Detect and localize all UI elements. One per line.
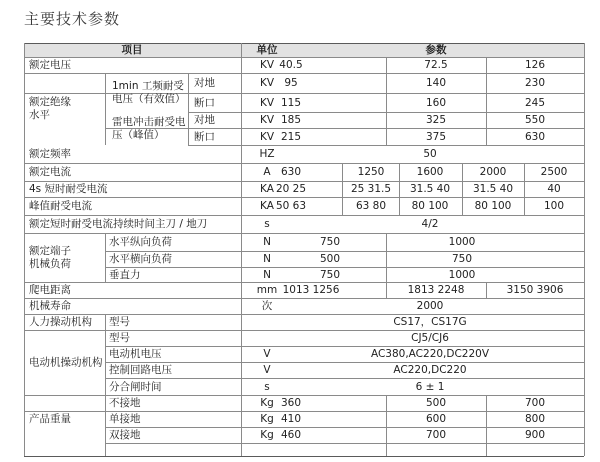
grid-line — [24, 456, 584, 457]
peak-current-value: 63 80 — [355, 199, 387, 212]
grid-line — [105, 73, 106, 145]
cell-shading — [24, 43, 584, 57]
grid-line — [486, 57, 487, 145]
weight-value: 800 — [524, 412, 546, 425]
peak-current-unit: KA — [260, 199, 274, 212]
weight-value: 410 — [280, 412, 302, 425]
rated-current-label: 额定电流 — [29, 165, 71, 178]
motor-mech-value: 6 ± 1 — [415, 380, 445, 393]
rated-voltage-value: 40.5 — [279, 58, 303, 71]
insulation-value: 630 — [524, 130, 546, 143]
terminal-load-label: 垂直力 — [109, 268, 141, 281]
terminal-load-unit: N — [263, 268, 271, 281]
terminal-load-value: 750 — [451, 252, 473, 265]
mechanical-life-label: 机械寿命 — [29, 299, 71, 312]
insulation-unit: KV — [259, 76, 275, 89]
motor-mech-unit: V — [263, 347, 271, 360]
short-time-current-label: 4s 短时耐受电流 — [29, 182, 108, 195]
rated-current-value: 630 — [280, 165, 302, 178]
weight-value: 500 — [425, 396, 447, 409]
grid-line — [486, 282, 487, 298]
terminal-load-unit: N — [263, 235, 271, 248]
grid-line — [105, 427, 584, 428]
creepage-unit: mm — [256, 283, 278, 296]
terminal-load-value: 1000 — [448, 235, 476, 248]
grid-line — [342, 163, 343, 215]
rated-voltage-label: 额定电压 — [29, 58, 71, 71]
short-time-current-value: 31.5 40 — [472, 182, 514, 195]
creepage-value: 3150 3906 — [506, 283, 564, 296]
grid-line — [486, 395, 487, 456]
lightning-impulse-label: 雷电冲击耐受电压（峰值） — [112, 115, 186, 141]
weight-value: 700 — [524, 396, 546, 409]
grid-line — [24, 330, 584, 331]
grid-line — [24, 57, 584, 58]
weight-group-label: 产品重量 — [29, 412, 71, 425]
grid-line — [24, 163, 584, 164]
motor-mech-label: 分合闸时间 — [109, 380, 162, 393]
header-unit: 单位 — [256, 43, 278, 56]
grid-line — [105, 443, 584, 444]
insulation-value: 325 — [425, 113, 447, 126]
short-time-duration-value: 4/2 — [421, 217, 439, 230]
grid-line — [105, 395, 106, 456]
motor-mech-group-label: 电动机操动机构 — [29, 355, 103, 368]
short-time-duration-unit: s — [264, 217, 270, 230]
weight-label: 双接地 — [109, 428, 141, 441]
manual-mech-label: 人力操动机构 — [29, 315, 92, 328]
grid-line — [24, 395, 584, 396]
short-time-current-value: 40 — [547, 182, 561, 195]
rated-current-value: 2500 — [540, 165, 568, 178]
rated-frequency-label: 额定频率 — [29, 147, 71, 160]
rated-voltage-value: 126 — [524, 58, 546, 71]
insulation-group-label: 额定绝缘水平 — [29, 95, 71, 121]
grid-line — [105, 330, 106, 395]
short-time-current-value: 20 25 — [275, 182, 307, 195]
insulation-value: 115 — [280, 96, 302, 109]
peak-current-value: 80 100 — [474, 199, 512, 212]
grid-line — [105, 251, 584, 252]
grid-line — [24, 73, 584, 74]
motor-mech-unit: s — [264, 380, 270, 393]
insulation-value: 95 — [284, 76, 298, 89]
spec-table — [24, 43, 584, 456]
power-frequency-label: 1min 工频耐受电压（有效值） — [112, 79, 186, 105]
weight-value: 360 — [280, 396, 302, 409]
grid-line — [105, 378, 584, 379]
grid-line — [24, 215, 584, 216]
grid-line — [24, 43, 25, 456]
peak-current-value: 80 100 — [411, 199, 449, 212]
motor-mech-unit: V — [263, 363, 271, 376]
mechanical-life-unit: 次 — [261, 299, 273, 312]
peak-current-value: 50 63 — [275, 199, 307, 212]
rated-voltage-value: 72.5 — [424, 58, 448, 71]
insulation-unit: KV — [259, 96, 275, 109]
rated-current-value: 2000 — [479, 165, 507, 178]
insulation-value: 215 — [280, 130, 302, 143]
grid-line — [188, 73, 189, 145]
grid-line — [105, 233, 106, 282]
terminal-load-label: 水平横向负荷 — [109, 252, 172, 265]
weight-label: 单接地 — [109, 412, 141, 425]
grid-line — [188, 145, 584, 146]
header-params: 参数 — [425, 43, 447, 56]
grid-line — [24, 233, 584, 234]
insulation-value: 160 — [425, 96, 447, 109]
rated-current-unit: A — [263, 165, 271, 178]
motor-mech-value: AC380,AC220,DC220V — [370, 347, 490, 360]
grid-line — [24, 314, 584, 315]
peak-current-value: 100 — [543, 199, 565, 212]
terminal-load-label: 水平纵向负荷 — [109, 235, 172, 248]
creepage-label: 爬电距离 — [29, 283, 71, 296]
weight-unit: Kg — [260, 396, 274, 409]
terminal-load-value: 1000 — [448, 268, 476, 281]
grid-line — [399, 163, 400, 215]
grid-line — [105, 362, 584, 363]
rated-voltage-unit: KV — [259, 58, 275, 71]
grid-line — [386, 233, 387, 282]
insulation-sub-label: 对地 — [194, 76, 215, 89]
header-item: 项目 — [121, 43, 143, 56]
weight-unit: Kg — [260, 428, 274, 441]
motor-mech-label: 控制回路电压 — [109, 363, 172, 376]
motor-mech-label: 型号 — [109, 331, 130, 344]
rated-frequency-value: 50 — [423, 147, 437, 160]
weight-label: 不接地 — [109, 396, 141, 409]
creepage-value: 1013 1256 — [282, 283, 340, 296]
short-time-current-value: 31.5 40 — [409, 182, 451, 195]
motor-mech-value: CJ5/CJ6 — [411, 331, 449, 344]
grid-line — [105, 346, 584, 347]
insulation-value: 375 — [425, 130, 447, 143]
motor-mech-value: AC220,DC220 — [393, 363, 467, 376]
terminal-load-group-label: 额定端子机械负荷 — [29, 244, 71, 270]
insulation-value: 245 — [524, 96, 546, 109]
short-time-duration-label: 额定短时耐受电流持续时间主刀 / 地刀 — [29, 217, 208, 230]
peak-current-label: 峰值耐受电流 — [29, 199, 92, 212]
rated-current-value: 1250 — [357, 165, 385, 178]
rated-frequency-unit: HZ — [259, 147, 275, 160]
grid-line — [24, 93, 584, 94]
grid-line — [524, 163, 525, 215]
insulation-sub-label: 断口 — [194, 130, 215, 143]
grid-line — [462, 163, 463, 215]
insulation-value: 140 — [425, 76, 447, 89]
terminal-load-value: 500 — [319, 252, 341, 265]
weight-unit: Kg — [260, 412, 274, 425]
grid-line — [24, 298, 584, 299]
short-time-current-value: 25 31.5 — [350, 182, 392, 195]
insulation-value: 230 — [524, 76, 546, 89]
weight-value: 600 — [425, 412, 447, 425]
insulation-sub-label: 断口 — [194, 96, 215, 109]
weight-value: 700 — [425, 428, 447, 441]
grid-line — [584, 43, 585, 456]
grid-line — [386, 395, 387, 456]
grid-line — [24, 197, 584, 198]
grid-line — [386, 282, 387, 298]
page-title: 主要技术参数 — [24, 10, 121, 28]
grid-line — [105, 267, 584, 268]
terminal-load-value: 750 — [319, 235, 341, 248]
manual-mech-model-label: 型号 — [109, 315, 130, 328]
short-time-current-unit: KA — [260, 182, 274, 195]
creepage-value: 1813 2248 — [407, 283, 465, 296]
terminal-load-value: 750 — [319, 268, 341, 281]
grid-line — [386, 57, 387, 145]
insulation-unit: KV — [259, 130, 275, 143]
insulation-sub-label: 对地 — [194, 113, 215, 126]
insulation-value: 185 — [280, 113, 302, 126]
weight-value: 460 — [280, 428, 302, 441]
mechanical-life-value: 2000 — [416, 299, 444, 312]
insulation-unit: KV — [259, 113, 275, 126]
motor-mech-label: 电动机电压 — [109, 347, 162, 360]
manual-mech-value: CS17，CS17G — [393, 315, 467, 328]
grid-line — [241, 43, 242, 456]
rated-current-value: 1600 — [416, 165, 444, 178]
grid-line — [24, 43, 584, 44]
grid-line — [105, 314, 106, 330]
insulation-value: 550 — [524, 113, 546, 126]
grid-line — [24, 411, 584, 412]
terminal-load-unit: N — [263, 252, 271, 265]
weight-value: 900 — [524, 428, 546, 441]
